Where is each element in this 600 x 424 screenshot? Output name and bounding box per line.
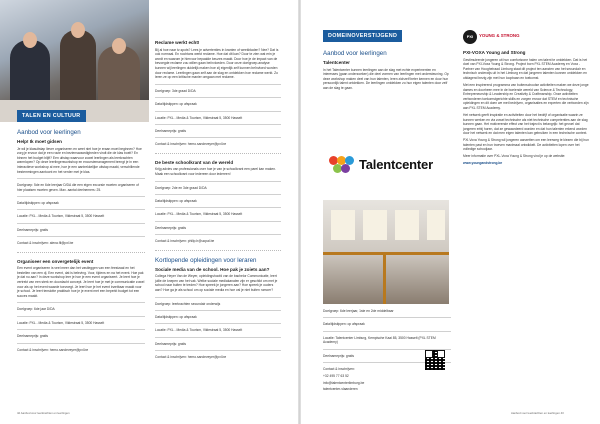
article-body: PXI-Voxa Young & Strong wil jongeren aanzetten om een leerweg te kiezen die bij hun talenten past en hun troeven maximaal ontwikkelt. De activiteiten lopen over het volledige schooljaar. (463, 138, 589, 152)
article-body: Meer informatie over PXL-Voxa Young & Strong vind je op de website: (463, 154, 566, 159)
meta-data: Data/tijdstippen: op afspraak (17, 200, 59, 205)
article-body: Een event organiseren is veel meer dan het vastleggen van een feestzaal en het bestellen van een dj. Een event, dat is beleving. Voor, tijdens en na het event. Hoe pak je dat nu aan? In deze workshop leer je hoe je een event organiseert. Je leert hoe je vertrekt van een sterk en doordacht concept. Je leert hoe je met je communicatie zowel voor als op het event waarde toevoegt. Je leert hoe je het event inzetbaar maakt voor je school. Je leert tenslotte praktisch hoe je je event met een beperkt budget tot een succes maakt. (17, 266, 145, 298)
divider (155, 337, 281, 338)
page-footer: 42 Aanbod voor leerkrachten en leerlingen (17, 411, 70, 415)
logo-circle-icon: PXI (463, 30, 477, 44)
divider (17, 178, 145, 179)
divider (155, 350, 281, 351)
article-body: Krijg advies van professionals over hoe je van je schoolkrant een parel kan maken. Maak een schoolkrant voor iedereen door iedereen! (155, 167, 276, 176)
meta-data: Data/tijdstippen: op afspraak (155, 198, 197, 203)
phone-number[interactable]: +32 495 77 63 52 (323, 373, 349, 378)
divider (17, 329, 145, 330)
article-body: Het netwerk geeft inspiratie en activiteiten door het bedrijf of organisatie waarin ze kunnen werken en via zowel technische als niet technische competenties aan de slag kunnen gaan. Het motiverende effect van het traject is belangrijk: het gevoel dat jongeren erbij horen, dat ze gewaardeerd worden en dat hun talenten erkend worden door het netwerk en dat men eigen talenten kan gebruiken in een technische context. (463, 112, 588, 136)
meta-locatie: Locatie: PXL - Media & Tourism, Vildestraat 5, 3500 Hasselt (155, 212, 243, 217)
divider (17, 223, 145, 224)
meta-locatie: Locatie: PXL - Media & Tourism, Vildestraat 5, 3500 Hasselt (155, 328, 243, 333)
meta-locatie: Locatie: PXL - Media & Tourism, Vildestraat 5, 3500 Hasselt (17, 320, 105, 325)
right-column (155, 40, 281, 362)
divider (155, 84, 281, 85)
divider (155, 297, 281, 298)
student-face (112, 38, 126, 54)
website-link[interactable]: www.youngandstrong.be (463, 161, 503, 166)
meta-locatie: Locatie: PXL - Media & Tourism, Vildestraat 5, 3500 Hasselt (17, 214, 105, 219)
pxi-column (463, 50, 591, 168)
right-page (301, 0, 600, 424)
divider (17, 252, 145, 253)
pillar (383, 255, 386, 304)
meta-deelname: Deelnameprijs: gratis (155, 341, 186, 346)
divider (17, 236, 145, 237)
divider (155, 181, 281, 182)
students-photo (0, 0, 149, 122)
section-title: Aanbod voor leerlingen (17, 129, 81, 136)
meta-locatie: Locatie: PXL - Media & Tourism, Vildestraat 5, 3500 Hasselt (155, 115, 243, 120)
page-footer: Aanbod voor leerkrachten en leerlingen 43 (511, 411, 564, 415)
meta-contact[interactable]: Contact & inschrijven: philip.h@uopal.be (155, 239, 215, 244)
divider (17, 302, 145, 303)
left-column (17, 129, 145, 354)
divider (155, 310, 281, 311)
left-page (0, 0, 299, 424)
section-title: Kortlopende opleidingen voor leraren (155, 256, 257, 264)
talentcenter-mark-icon (329, 156, 357, 174)
meta-doelgroep: Doelgroep: 6de jaar D/DA (17, 307, 55, 312)
divider (323, 331, 451, 332)
talentcenter-photo (323, 200, 449, 304)
meta-contact[interactable]: Contact & inschrijven: hemo.sandeveyer@pxl.be (17, 347, 89, 352)
divider (155, 97, 281, 98)
meta-locatie: Locatie: Talentcenter Limburg, Kempische Kaai 85, 3500 Hasselt (PXL STEM Academy) (323, 335, 436, 345)
meta-deelname: Deelnameprijs: gratis (155, 225, 186, 230)
article-body: Je wil je klasuitstap liever organiseren en weet niet hoe je eraan moet beginnen? Hoe zorg je ervoor dat je een route en bezienswaardigheden vindt die de klas boeit? En binnen het budget blijft? Een uitstap waarvoor zowel leerlingen als leerkrachten warmlopen? Op deze leerlingenworkshop en excursiemanagement brengt je in een interactieve workshop al mee, hoe je een aantrekkelijke uitstap maakt, verschillende bestemmingen aantoont en het verder met je klas. (17, 146, 142, 174)
meta-contact[interactable]: Contact & inschrijven: alena.fil@pxl.be (17, 241, 74, 246)
divider (17, 316, 145, 317)
talentcenter-wordmark: Talentcenter (359, 157, 433, 172)
talentcenter-logo (323, 138, 449, 194)
divider (155, 221, 281, 222)
meta-data: Data/tijdstippen: op afspraak (155, 314, 197, 319)
divider (17, 343, 145, 344)
window (331, 210, 355, 240)
divider (155, 234, 281, 235)
article-body: In het Talentcenter kunnen leerlingen aan de slag met echte experimenten en interesses (gaan onderzoeken) die deel vormen van leerlingen met ondersteuning. Op deze workshop maken deel van hun talenten, leren zichzelf beter kennen en door hun persoonlijk talent ontdekken. De leerlingen ontdekken zo hun eigen talenten door zelf aan de slag te gaan. (323, 67, 449, 90)
article-heading: Talentcenter (323, 60, 350, 65)
article-body: Met een inspirerend programma van buitenschoolse activiteiten maken we deze jonge dames en doorheen mee in de boeiende wereld van Science & Technology, Entrepreneurship & Leadership en Creativity & Craftmanship. Onze activiteiten verbonderen toekomstgerichte skills en zorgen ervoor dat STEM en technische opleidingen en dit doen we met bedrijven, organisaties en experten die verbonden zijn aan PXL STEM Academy. (463, 82, 589, 110)
student-figure (60, 30, 96, 110)
meta-deelname: Deelnameprijs: gratis (323, 353, 354, 358)
divider (155, 207, 281, 208)
website-link[interactable]: talentcenter-vlaanderen (323, 387, 358, 392)
meta-doelgroep: Doelgroep: 5de en 6de leerjaar D/DA die een eigen excursie moeten organiseren of hier plaatsen moeten geven. Max. aantal deelnemers: 25. (17, 183, 139, 192)
article-body: Collega Heyer Van de Weyer, opleidingshoofd van de bachelor Communicatie, leert jullie de knepen van het vak. Welke sociale mediakanalen zijn er geschikt om met je school naar buiten te treden? Hoe spreek je jongeren aan? Hoe spreek je ouders aan? Hoe ga je als school om op sociale media en hoe val je niet buiten rumoer? (155, 274, 278, 292)
meta-doelgroep: Doelgroep: 2de en 3de graad D/DA (155, 185, 207, 190)
divider (17, 196, 145, 197)
student-face (71, 22, 85, 38)
meta-doelgroep: Doelgroep: 3de graad D/DA (155, 88, 196, 93)
qr-code-icon[interactable] (425, 350, 445, 370)
article-heading: Reclame werkt echt! (155, 40, 200, 45)
meta-doelgroep: Doelgroep: leerkrachten secundair onderwijs (155, 301, 221, 306)
divider (155, 153, 281, 154)
meta-deelname: Deelnameprijs: gratis (17, 227, 48, 232)
divider (155, 194, 281, 195)
meta-data: Data/tijdstippen: op afspraak (323, 322, 365, 327)
window (395, 210, 419, 240)
divider (155, 250, 281, 251)
meta-contact[interactable]: Contact & inschrijven: hemo.sandeveyer@pxl.be (155, 355, 227, 360)
section-badge: DOMEINOVERSTIJGEND (323, 30, 402, 42)
meta-deelname: Deelnameprijs: gratis (17, 334, 48, 339)
divider (155, 124, 281, 125)
article-body: Gestimuleerde jongeren uit hun comfortzone halen om talent te ontdekken. Dat is het doel van PXI-Voxa Young & Strong. Project born PXL STEM Academy en Voxa - Partner van Hoogheiraad Limburg staat dit project ten aanzien van het secundair en technisch onderwijs uit in het Limburg en dat jongeren talenten kunnen ontdekken en uitdagend bezig zijn met hun loopbaan en toekomst. (463, 57, 588, 80)
divider (155, 111, 281, 112)
article-heading: Help! Ik moet gidsen (17, 139, 62, 144)
article-heading: De beste schoolkrant van de wereld (155, 159, 234, 165)
logo-text: YOUNG & STRONG (479, 33, 520, 38)
article-body: Bij al hoe naar tv-spots? Lees je advertenties in kranten of weekbladen? Nee? Dat is ook normaal. En nochtans werkt reclame. Hoe dat dit kan? Door te zien wat erin je wordt en waarom je hiervoor bepaalde keuzes maakt. Door hoe je de impact van de bevoegde reclame zou willen gaan beïnvloeden. Door onze doelgroep-analyse kunnen wij leerlingen duidelijk maken hoe zij eigenlijk zelf kunnen beïnvloed worden door reclame. Leerlingen gaan zelf aan de slag en ontdekken hoe reclame werkt. Zo leren ze op een kritische manier omgaan met reclame. (155, 47, 279, 80)
meta-deelname: Deelnameprijs: gratis (155, 128, 186, 133)
divider (155, 137, 281, 138)
student-face (23, 32, 37, 48)
article-heading: Sociale media van de school. Hoe pak je zoiets aan? (155, 266, 270, 272)
divider (323, 317, 451, 318)
meta-contact-label: Contact & inschrijven: (323, 367, 355, 372)
article-heading: Organiseer een onvergetelijk event (17, 258, 94, 264)
contact-email[interactable]: info@talentcenterlimburg.be (323, 380, 365, 385)
meta-data: Data/tijdstippen: op afspraak (155, 102, 197, 107)
meta-contact[interactable]: Contact & inschrijven: hemo.sandeveyer@pxl.be (155, 142, 227, 147)
divider (17, 209, 145, 210)
talentcenter-column (323, 50, 451, 93)
section-title: Aanbod voor leerlingen (323, 50, 387, 57)
section-badge: TALEN EN CULTUUR (17, 110, 86, 122)
window (427, 210, 445, 240)
divider (155, 323, 281, 324)
article-heading: PXI-VOXA Young and Strong (463, 50, 526, 55)
window (363, 210, 387, 240)
balcony-rail (323, 252, 449, 255)
meta-doelgroep: Doelgroep: 6de leerjaar, 1ste en 2de middelbaar (323, 309, 394, 313)
